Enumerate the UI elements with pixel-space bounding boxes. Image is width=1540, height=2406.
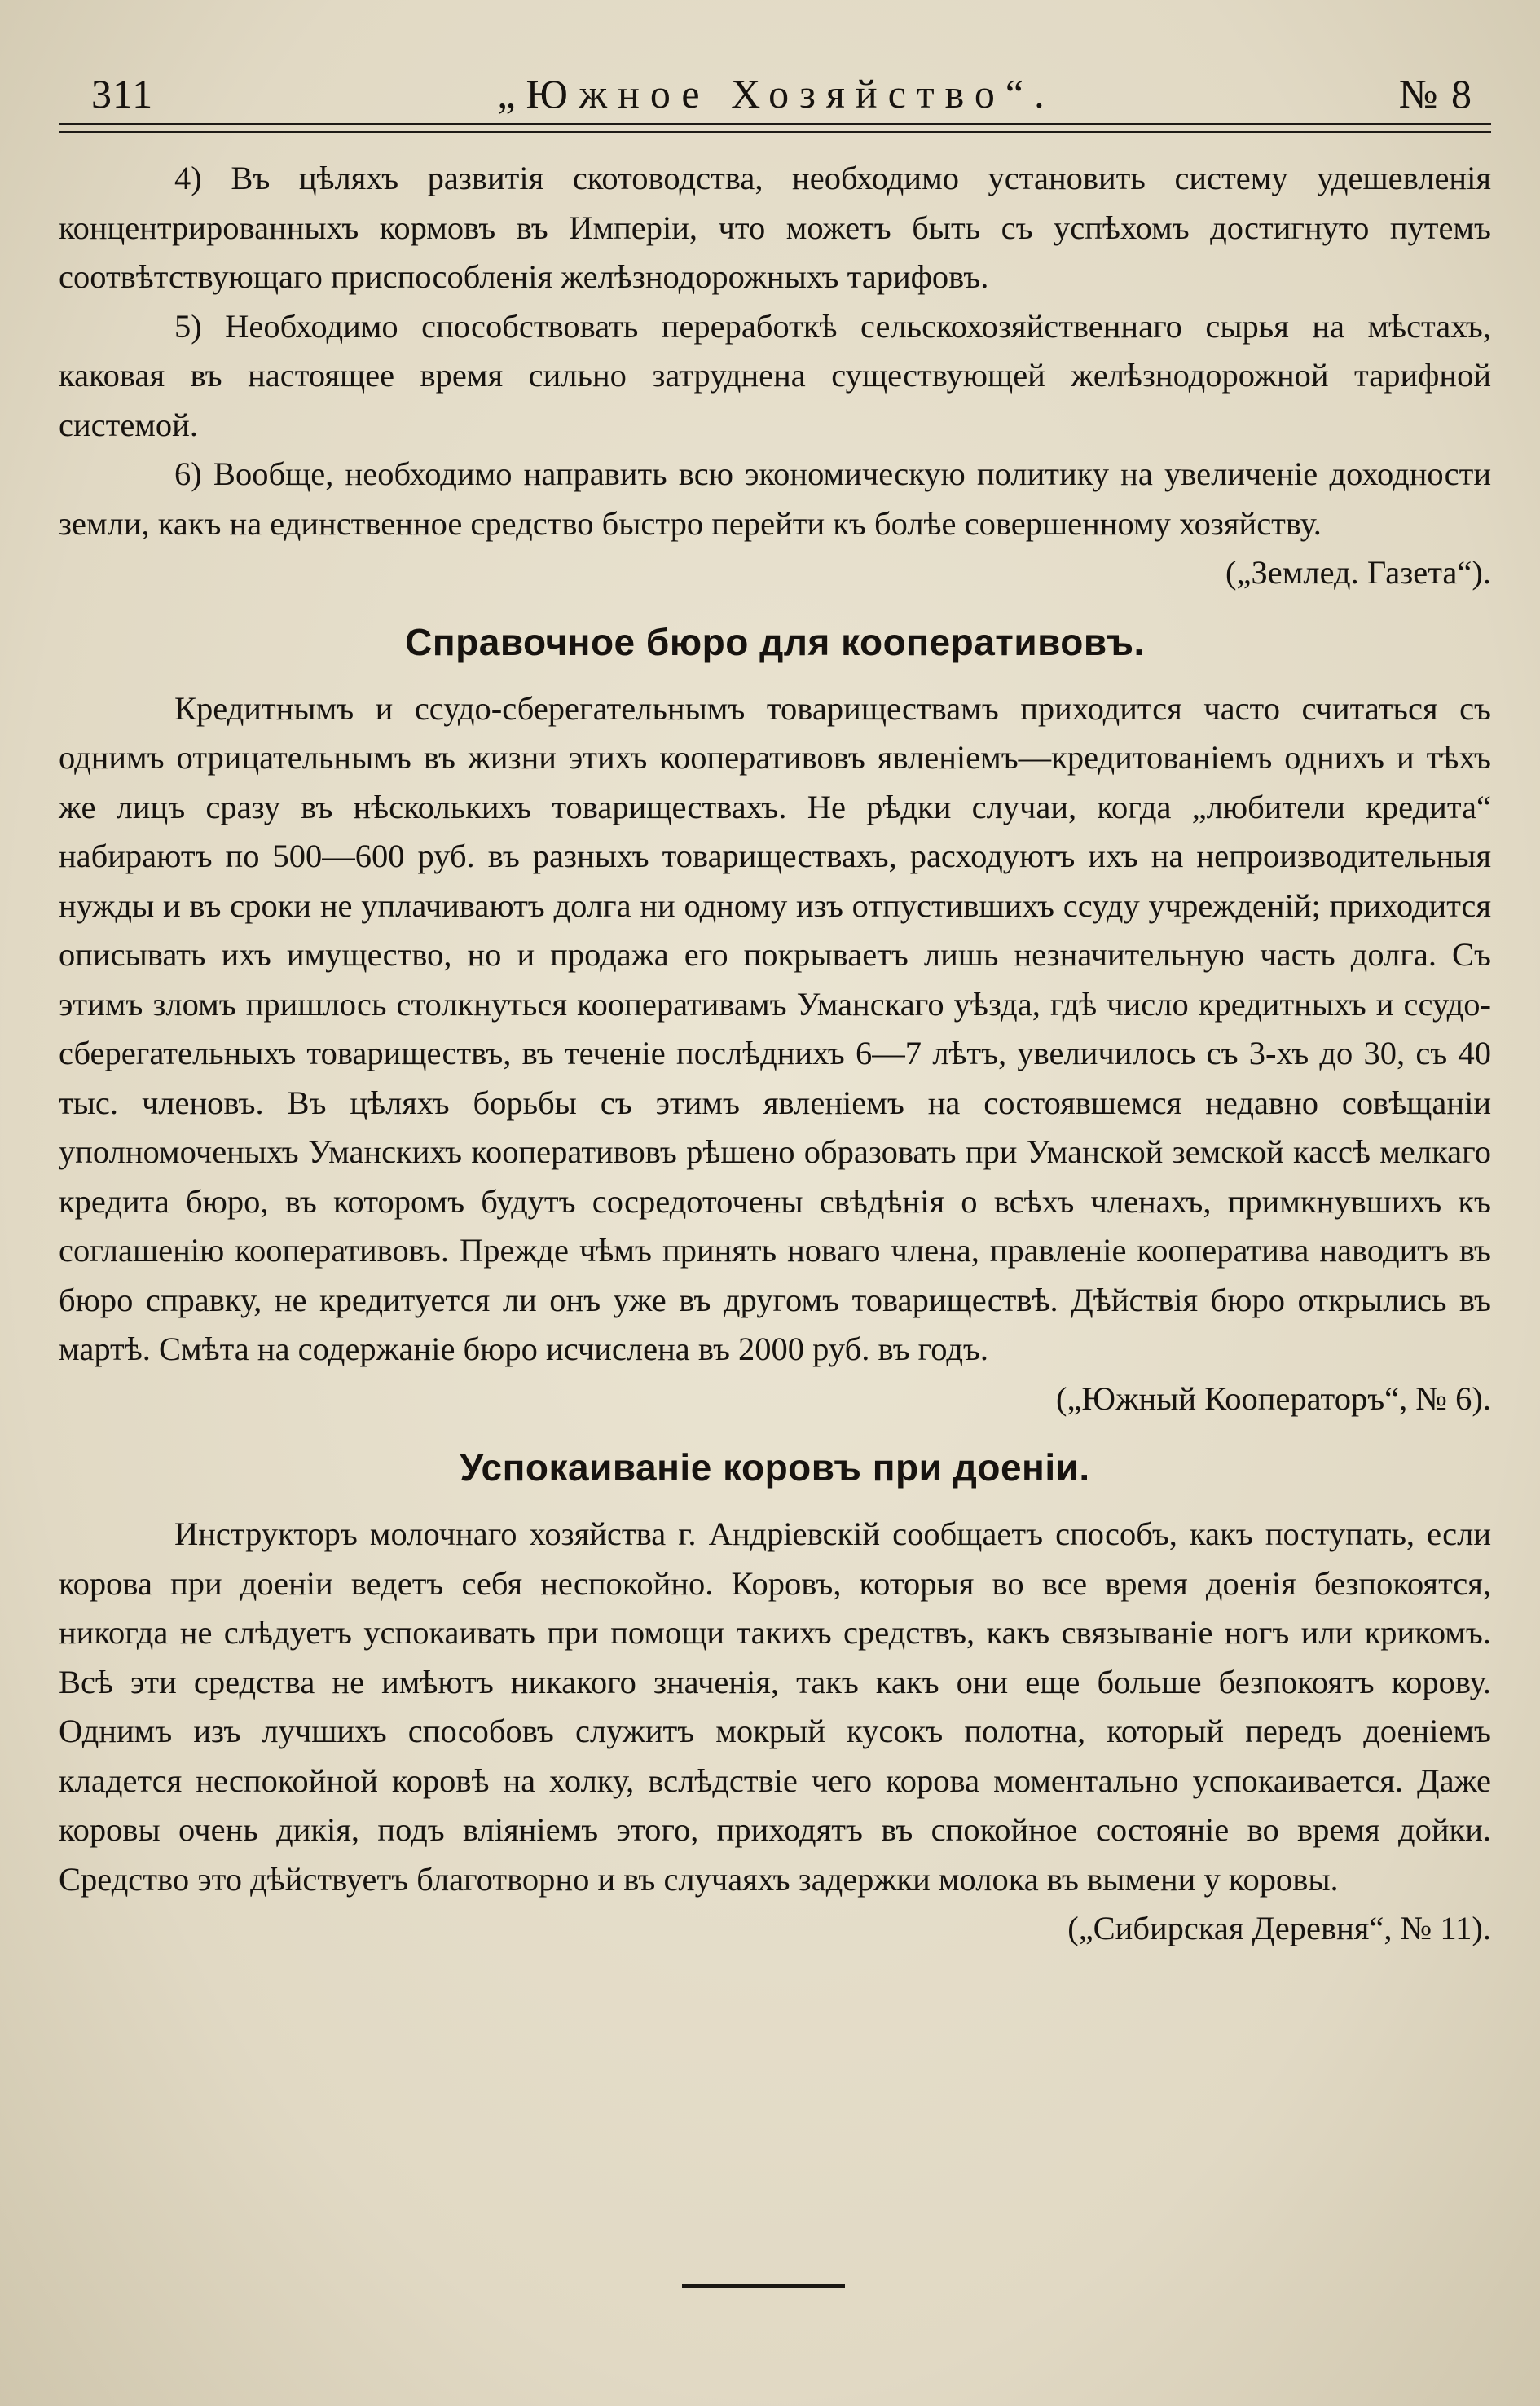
header-rule-bottom xyxy=(59,131,1491,133)
article-source: („Сибирская Деревня“, № 11). xyxy=(1067,1910,1491,1946)
article-title: Справочное бюро для кооперативовъ. xyxy=(405,620,1145,663)
article-calming-cows xyxy=(59,1445,1491,1954)
article-source: („Южный Кооператоръ“, № 6). xyxy=(1055,1379,1491,1417)
point-5: 5) Необходимо способствовать переработкѣ сельскохозяйственнаго сырья на мѣстахъ, каковая въ настоящее время сильно затруднена существующей желѣзнодорожной тарифной системой. xyxy=(59,307,1491,443)
article-reference-bureau xyxy=(59,619,1491,1424)
intro-section xyxy=(59,154,1491,598)
journal-title: „Южное Хозяйство“. xyxy=(497,71,1055,117)
page-number: 311 xyxy=(91,71,154,117)
article-title: Успокаиваніе коровъ при доеніи. xyxy=(460,1446,1090,1489)
page-header xyxy=(59,69,1491,118)
end-rule xyxy=(682,2284,845,2288)
page-body xyxy=(59,154,1491,1954)
issue-number: № 8 xyxy=(1398,71,1473,117)
header-rule-top xyxy=(59,123,1491,125)
article-paragraph: Кредитнымъ и ссудо-сберегательнымъ товариществамъ приходится часто считаться съ однимъ отрицательнымъ въ жизни этихъ кооперативовъ явленіемъ—кредитованіемъ однихъ и тѣхъ же лицъ сразу въ нѣсколькихъ товариществахъ. Не рѣдки случаи, когда „любители кредита“ набираютъ по 500—600 руб. въ разныхъ товариществахъ, расходуютъ ихъ на непроизводительныя нужды и въ сроки не уплачиваютъ долга ни одному изъ отпустившихъ ссуду учрежденій; приходится описывать ихъ имущество, но и продажа его покрываетъ лишь незначительную часть долга. Съ этимъ зломъ пришлось столкнуться кооперативамъ Уманскаго уѣзда, гдѣ число кредитныхъ и ссудо-сберегательныхъ товариществъ, въ теченіе послѣднихъ 6—7 лѣтъ, увеличилось съ 3-хъ до 30, съ 40 тыс. членовъ. Въ цѣляхъ борьбы съ этимъ явленіемъ на состоявшемся недавно совѣщаніи уполномоченыхъ Уманскихъ кооперативовъ рѣшено образовать при Уманской земской кассѣ мелкаго кредита бюро, въ которомъ будутъ сосредоточены свѣдѣнія о всѣхъ членахъ, примкнувшихъ къ соглашенію кооперативовъ. Прежде чѣмъ принять новаго члена, правленіе кооператива наводитъ въ бюро справку, не кредитуется ли онъ уже въ другомъ товариществѣ. Дѣйствія бюро открылись въ мартѣ. Смѣта на содержаніе бюро исчислена въ 2000 руб. въ годъ. xyxy=(59,689,1491,1367)
point-4: 4) Въ цѣляхъ развитія скотоводства, необходимо установить систему удешевленія концентрированныхъ кормовъ въ Имперіи, что можетъ быть съ успѣхомъ достигнуто путемъ соотвѣтствующаго приспособленія желѣзнодорожныхъ тарифовъ. xyxy=(59,160,1491,295)
point-6: 6) Вообще, необходимо направить всю экономическую политику на увеличеніе доходности земли, какъ на единственное средство быстро перейти къ болѣе совершенному хозяйству. xyxy=(59,455,1491,542)
article-paragraph: Инструкторъ молочнаго хозяйства г. Андріевскій сообщаетъ способъ, какъ поступать, если корова при доеніи ведетъ себя неспокойно. Коровъ, которыя во все время доенія безпокоятся, никогда не слѣдуетъ успокаивать при помощи такихъ средствъ, какъ связываніе ногъ или крикомъ. Всѣ эти средства не имѣютъ никакого значенія, такъ какъ они еще больше безпокоятъ корову. Однимъ изъ лучшихъ способовъ служитъ мокрый кусокъ полотна, который передъ доеніемъ кладется неспокойной коровѣ на холку, вслѣдствіе чего корова моментально успокаивается. Даже коровы очень дикія, подъ вліяніемъ этого, приходятъ въ спокойное состояніе во время дойки. Средство это дѣйствуетъ благотворно и въ случаяхъ задержки молока въ вымени у коровы. xyxy=(59,1515,1491,1898)
intro-source: („Землед. Газета“). xyxy=(1225,554,1491,591)
